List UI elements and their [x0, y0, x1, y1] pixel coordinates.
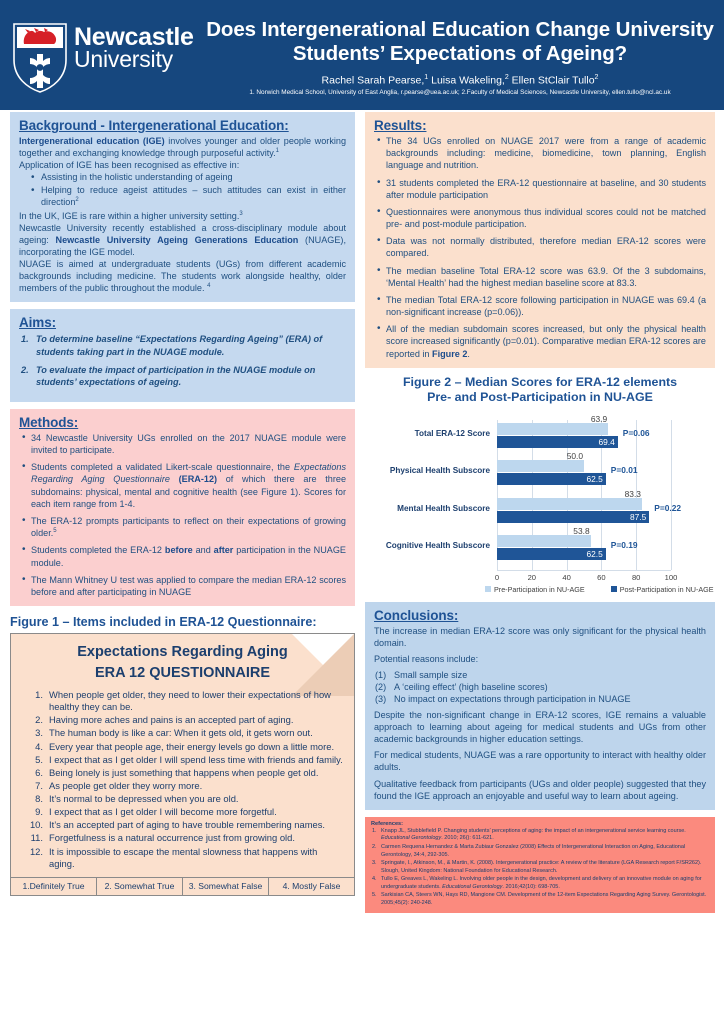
- questionnaire-item: [23, 689, 344, 713]
- item-text: Forgetfulness is a natural occurrence just from growing old.: [49, 832, 295, 844]
- affiliations: 1. Norwich Medical School, University of East Anglia, r.pearse@uea.ac.uk; 2.Faculty of Medical Sciences, Newcastle University, ellen.tullo@ncl.ac.uk: [249, 89, 671, 97]
- figure1-card: [10, 633, 355, 896]
- reference-text: Springate, I., Atkinson, M., & Martin, K. (2008). Intergenerational practice: A review of the literature (LGA Research report F/SR262). Slough, United Kingdom: National Foundation for Educational Research.: [381, 859, 702, 874]
- item-text: As people get older they worry more.: [49, 779, 203, 791]
- figure2-title-line1: Figure 2 – Median Scores for ERA-12 elements: [402, 374, 678, 389]
- item-number: 7.: [35, 779, 43, 791]
- chart-pvalue-annotation: P=0.06: [622, 427, 650, 438]
- item-text: When people get older, they need to lower their expectations of how healthy they can be.: [49, 689, 331, 713]
- questionnaire-heading-1: Expectations Regarding Aging: [77, 644, 288, 661]
- conclusion-reason: [374, 693, 706, 705]
- methods-bullet: • The Mann Whitney U test was applied to compare the median ERA-12 scores before and after participating in NUAGE: [19, 574, 346, 598]
- bar-post-participation: [497, 473, 606, 485]
- item-number: 12.: [29, 845, 43, 857]
- likert-scale: [11, 877, 354, 895]
- bar-post-participation: [497, 436, 618, 448]
- bar-value-label: 53.8: [573, 526, 590, 537]
- chart-x-tick-label: 60: [597, 572, 606, 582]
- aims-section: [10, 309, 355, 402]
- bar-post-participation: [497, 511, 649, 523]
- author-list: Rachel Sarah Pearse,$^1$ Luisa Wakeling,$^2$ Ellen StClair Tullo$^2$: [321, 73, 599, 87]
- page-fold-shadow: [292, 634, 354, 696]
- figure2-title: [365, 375, 715, 406]
- chart-pvalue-annotation: P=0.19: [610, 540, 638, 551]
- reference-number: 2.: [372, 843, 377, 850]
- conclusions-para-2: Potential reasons include:: [374, 653, 479, 664]
- item-text: Being lonely is just something that happens when people get old.: [49, 766, 319, 778]
- conclusions-para-3: Despite the non-significant change in ERA-12 scores, IGE remains a valuable approach to learning about ageing for medical students and UGs from other academic backgrounds in higher education settings.: [374, 710, 706, 745]
- item-number: 1.: [35, 689, 43, 701]
- aims-item: [19, 364, 346, 388]
- legend-label: Post-Participation in NU-AGE: [619, 584, 714, 594]
- aims-item-text: To evaluate the impact of participation in the NUAGE module on students’ expectations of ageing.: [36, 364, 316, 387]
- bar-value-label: 69.4: [598, 436, 615, 447]
- figure2-title-line2: Pre- and Post-Participation in NU-AGE: [427, 390, 653, 405]
- item-text: It is impossible to escape the mental slowness that happens with aging.: [49, 845, 318, 869]
- methods-section: [10, 409, 355, 606]
- results-bullet: • Questionnaires were anonymous thus individual scores could not be matched pre- and post-module participation.: [374, 206, 706, 230]
- results-bullet: • The median baseline Total ERA-12 score was 63.9. Of the 3 subdomains, ‘Mental Health’ had the highest median baseline score at 83.3.: [374, 265, 706, 289]
- shield-icon: [12, 22, 68, 94]
- questionnaire-item: [23, 727, 344, 739]
- methods-bullet: • 34 Newcastle University UGs enrolled on the 2017 NUAGE module were invited to participate.: [19, 432, 346, 456]
- item-number: 4.: [35, 740, 43, 752]
- questionnaire-item: [23, 819, 344, 831]
- logo-wordmark: [74, 22, 194, 70]
- item-number: 5.: [35, 753, 43, 765]
- legend-swatch-icon: [485, 586, 491, 592]
- results-bullet: • 31 students completed the ERA-12 questionnaire at baseline, and 30 students after module participation: [374, 177, 706, 201]
- references-heading: References:: [371, 820, 404, 827]
- chart-legend-entry: [485, 585, 585, 594]
- logo-line-1: Newcastle: [74, 23, 194, 51]
- chart-category-label: Total ERA-12 Score: [414, 428, 490, 438]
- title-block: [200, 14, 720, 97]
- item-number: 6.: [35, 766, 43, 778]
- item-number: 10.: [29, 819, 43, 831]
- references-section: [365, 817, 715, 913]
- legend-label: Pre-Participation in NU-AGE: [494, 584, 585, 594]
- bar-pre-participation: [497, 488, 642, 510]
- aims-item: [19, 333, 346, 357]
- methods-bullet: • Students completed a validated Likert-scale questionnaire, the Expectations Regarding Aging Questionnaire (ERA-12) of which there are three subdomains: physical, mental and cognitive health (see Figure 1). Scores for each item range from 1-4.: [19, 461, 346, 510]
- questionnaire-item: [23, 780, 344, 792]
- item-number: 3.: [35, 727, 43, 739]
- reference-text: Carmen Requena Hernandez & Marta Zubiaur Gonzalez (2008) Effects of Intergenerational Interaction on Aging, Educational Gerontology, 34:4, 292-305.: [381, 843, 686, 858]
- results-section: [365, 112, 715, 368]
- background-section: [10, 112, 355, 302]
- citation-marker: 2: [75, 196, 79, 203]
- legend-swatch-icon: [611, 586, 617, 592]
- aims-heading: Aims:: [19, 315, 57, 331]
- results-list: [374, 135, 706, 360]
- chart-x-tick-label: 20: [527, 572, 537, 582]
- conclusion-reason: [374, 681, 706, 693]
- likert-option: 4. Mostly False: [282, 880, 341, 891]
- conclusions-heading: Conclusions:: [374, 607, 459, 623]
- item-text: Every year that people age, their energy levels go down a little more.: [49, 740, 335, 752]
- conclusions-para-5: Qualitative feedback from participants (UGs and older people) suggested that they found the IGE approach an enjoyable and useful way to learn about ageing.: [374, 778, 706, 801]
- results-bullet: • The median Total ERA-12 score following participation in NUAGE was 69.4 (a non-significant increase (p=0.06)).: [374, 294, 706, 318]
- bar-pre-participation: [497, 526, 591, 547]
- chart-x-tick-label: 80: [631, 572, 641, 582]
- aims-item-number: 2.: [21, 364, 29, 375]
- aims-item-text: To determine baseline “Expectations Regarding Ageing” (ERA) of students taking part in the NUAGE module.: [36, 334, 323, 357]
- methods-bullet: • The ERA-12 prompts participants to reflect on their expectations of growing older.$^5$: [19, 515, 346, 539]
- conclusion-reason: [374, 669, 706, 681]
- questionnaire-heading-2: ERA 12 QUESTIONNAIRE: [94, 665, 271, 682]
- figure2-section: [365, 375, 715, 600]
- item-text: The human body is like a car: When it gets old, it gets worn out.: [49, 727, 313, 739]
- item-text: I expect that as I get older I will become more forgetful.: [49, 806, 277, 818]
- left-column: [10, 112, 355, 896]
- reference-item: [371, 860, 709, 876]
- background-subbullet: • Assisting in the holistic understanding of ageing: [19, 172, 346, 184]
- page-title: Does Intergenerational Education Change University Students’ Expectations of Ageing?: [206, 17, 714, 65]
- bar-value-label: 63.9: [590, 413, 608, 424]
- reference-number: 5.: [372, 892, 377, 899]
- reason-number: (1): [375, 670, 387, 681]
- reason-number: (2): [375, 682, 387, 693]
- likert-option: 2. Somewhat True: [97, 878, 183, 895]
- methods-heading: Methods:: [19, 414, 79, 430]
- chart-legend: [485, 585, 714, 594]
- likert-option: 1.Definitely True: [11, 878, 97, 895]
- results-bullet: • Data was not normally distributed, therefore median ERA-12 scores were compared.: [374, 235, 706, 259]
- conclusions-para-4: For medical students, NUAGE was a rare opportunity to interact with healthy older adults.: [374, 750, 706, 773]
- reference-text: Tullo E, Greaves L, Wakeling L. Involving older people in the design, development and delivery of an innovative module on aging for undergraduate students. Educational Gerontology. 2016;42(10): 698-705.: [381, 875, 702, 890]
- results-bullet: • The 34 UGs enrolled on NUAGE 2017 were from a range of academic backgrounds including: medicine, biomedicine, town planning, English language and nutrition.: [374, 135, 706, 172]
- aims-item-number: 1.: [21, 334, 29, 345]
- background-para-4: Newcastle University recently established a cross-disciplinary module about ageing: Newcastle University Ageing Generations Education (NUAGE), incorporating the IGE model.: [19, 222, 346, 258]
- item-text: Having more aches and pains is an accepted part of aging.: [49, 714, 294, 726]
- reason-number: (3): [375, 694, 387, 705]
- chart-gridline: [671, 420, 672, 570]
- questionnaire-item: [23, 793, 344, 805]
- questionnaire-item: [23, 767, 344, 779]
- chart-x-tick-label: 0: [494, 572, 500, 582]
- background-para-2: Application of IGE has been recognised as effective in:: [19, 160, 240, 171]
- reason-text: Small sample size: [394, 670, 468, 681]
- references-list: [371, 828, 709, 908]
- item-text: It’s an accepted part of aging to have trouble remembering names.: [49, 819, 326, 831]
- reference-item: [371, 876, 709, 892]
- chart-category-group: [385, 526, 671, 570]
- results-bullet: • All of the median subdomain scores increased, but only the physical health score increased significantly (p=0.01). Comparative median ERA-12 scores are reported in Figure 2.: [374, 323, 706, 360]
- conclusions-para-1: The increase in median ERA-12 score was only significant for the physical health domain.: [374, 625, 706, 648]
- questionnaire-item: [23, 806, 344, 818]
- methods-list: [19, 432, 346, 598]
- background-para-5: NUAGE is aimed at undergraduate students (UGs) from different academic backgrounds including medicine. The students work alongside healthy, older members of the public throughout the module. $^4$: [19, 259, 346, 294]
- bar-value-label: 50.0: [566, 451, 583, 462]
- chart-category-group: [414, 413, 671, 458]
- subbullet-text: Helping to reduce ageist attitudes – such attitudes can exist in either direction: [41, 185, 346, 207]
- results-heading: Results:: [374, 118, 427, 133]
- reference-text: Sarkisian CA, Steers WN, Hays RD, Mangione CM. Development of the 12-item Expectations Regarding Aging Survey. Gerontologist. 2005;45(2): 240-248.: [381, 892, 707, 906]
- bar-value-label: 62.5: [586, 474, 603, 485]
- chart-legend-entry: [611, 585, 714, 594]
- background-subbullet: [19, 185, 346, 209]
- background-para-1: Intergenerational education (IGE) involves younger and older people working together and exchanging knowledge through purposeful activity.$^1$: [19, 136, 347, 159]
- item-number: 11.: [30, 832, 43, 844]
- item-number: 9.: [35, 806, 43, 818]
- chart-x-tick-label: 40: [562, 572, 571, 582]
- poster-header: [0, 0, 724, 110]
- chart-pvalue-annotation: P=0.01: [610, 465, 638, 476]
- chart-x-axis: [497, 570, 671, 571]
- background-para-3: In the UK, IGE is rare within a higher university setting.$^3$: [19, 210, 243, 221]
- figure2-chart: [365, 414, 715, 600]
- figure1-title: Figure 1 – Items included in ERA-12 Questionnaire:: [10, 615, 317, 630]
- chart-plot-area: [385, 413, 682, 582]
- reference-text: Knapp JL, Stubblefield P. Changing students’ perceptions of aging: the impact of an intergenerational service learning course. Educational Gerontology. 2010; 26(): 611-621.: [381, 827, 686, 842]
- reference-number: 3.: [372, 859, 377, 866]
- chart-category-label: Mental Health Subscore: [397, 503, 490, 513]
- reason-text: A ‘ceiling effect’ (high baseline scores): [394, 682, 548, 693]
- chart-category-label: Physical Health Subscore: [389, 466, 490, 476]
- logo-line-2: University: [74, 46, 173, 72]
- questionnaire-item: [23, 714, 344, 726]
- newcastle-university-logo: [12, 22, 194, 94]
- right-column: [365, 112, 715, 913]
- likert-option: 3. Somewhat False: [183, 878, 269, 895]
- chart-category-group: [389, 451, 671, 495]
- questionnaire-items: [23, 689, 344, 870]
- questionnaire-item: [23, 846, 344, 870]
- reason-text: No impact on expectations through participation in NUAGE: [394, 694, 631, 705]
- reference-number: 1.: [372, 827, 377, 834]
- chart-pvalue-annotation: P=0.22: [654, 502, 682, 513]
- bar-value-label: 83.3: [624, 488, 641, 499]
- bar-value-label: 87.5: [629, 511, 647, 522]
- background-subbullets: [19, 172, 346, 208]
- questionnaire-item: [23, 832, 344, 844]
- bar-value-label: 62.5: [586, 549, 603, 560]
- reference-item: [371, 892, 709, 908]
- bar-pre-participation: [497, 413, 608, 435]
- item-text: I expect that as I get older I will spend less time with friends and family.: [49, 753, 343, 765]
- reference-number: 4.: [372, 875, 377, 882]
- methods-bullet: • Students completed the ERA-12 before and after participation in the NUAGE module.: [19, 544, 346, 568]
- item-text: It’s normal to be depressed when you are old.: [49, 793, 239, 805]
- aims-list: [19, 333, 346, 388]
- item-number: 8.: [35, 793, 43, 805]
- chart-x-tick-label: 100: [664, 572, 678, 582]
- questionnaire-item: [23, 741, 344, 753]
- conclusions-section: [365, 602, 715, 810]
- bar-pre-participation: [497, 451, 584, 472]
- background-heading: Background - Intergenerational Education:: [19, 118, 289, 133]
- chart-category-label: Cognitive Health Subscore: [385, 541, 490, 551]
- item-number: 2.: [35, 714, 43, 726]
- questionnaire-item: [23, 754, 344, 766]
- reference-item: [371, 828, 709, 844]
- bar-post-participation: [497, 548, 606, 560]
- reference-item: [371, 844, 709, 860]
